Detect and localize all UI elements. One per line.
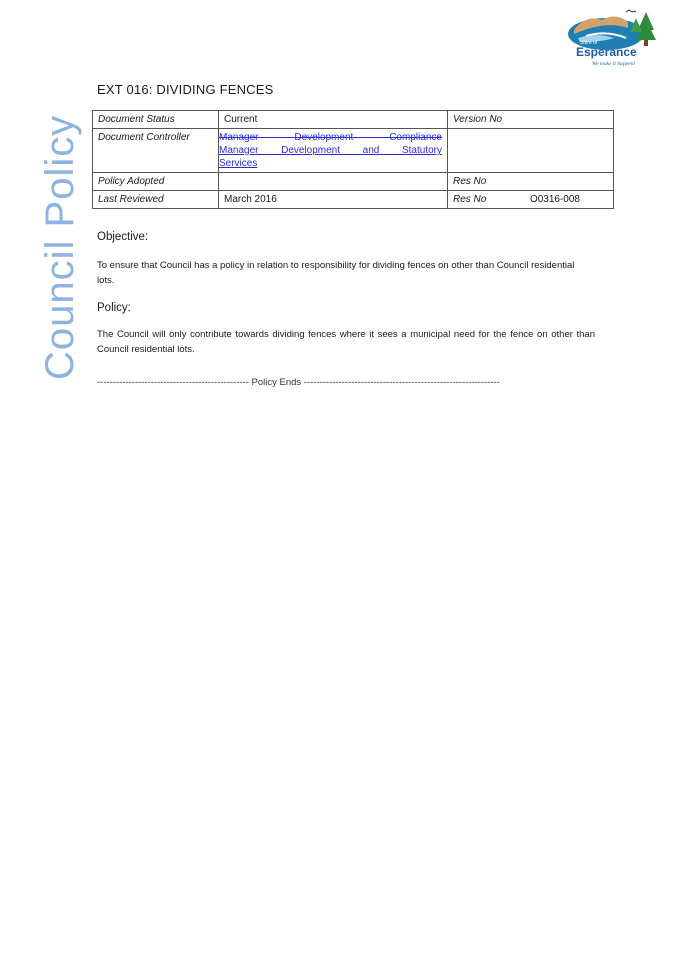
res-no-value: O0316-008	[529, 194, 580, 205]
objective-text: To ensure that Council has a policy in relation to responsibility for dividing fences on other than Council residential lots.	[97, 260, 575, 286]
end-dashes-left: ------------------------------------------------	[97, 377, 249, 388]
logo-tagline: We make it happen!	[592, 61, 636, 67]
res-no-label: Res No	[453, 194, 487, 205]
document-status-value: Current	[219, 111, 448, 129]
controller-old-text: Manager Development Compliance	[219, 132, 442, 143]
last-reviewed-value: March 2016	[219, 191, 448, 209]
res-no-cell	[448, 191, 614, 209]
last-reviewed-label: Last Reviewed	[93, 191, 219, 209]
policy-adopted-label: Policy Adopted	[93, 173, 219, 191]
table-row	[93, 111, 614, 129]
controller-new-line1[interactable]: Manager Development and Statutory	[219, 145, 442, 156]
res-no-label: Res No	[448, 173, 614, 191]
document-controller-value	[219, 129, 448, 173]
controller-new-line2[interactable]: Services	[219, 158, 258, 169]
document-metadata-table	[92, 110, 614, 209]
policy-heading: Policy:	[97, 302, 131, 314]
document-controller-label: Document Controller	[93, 129, 219, 173]
policy-text: The Council will only contribute towards dividing fences where it sees a municipal need for the fence on other than Council residential lots.	[97, 329, 595, 355]
controller-empty-cell	[448, 129, 614, 173]
version-no-label: Version No	[448, 111, 614, 129]
council-policy-banner: Council Policy	[38, 114, 82, 380]
logo-line1: Shire of	[580, 40, 598, 46]
table-row	[93, 129, 614, 173]
shire-of-esperance-logo	[566, 8, 662, 70]
document-title: EXT 016: DIVIDING FENCES	[97, 82, 274, 97]
policy-ends-label: Policy Ends	[251, 377, 302, 388]
end-dashes-right: --------------------------------------------------------------	[303, 377, 500, 388]
policy-ends-line	[97, 377, 577, 388]
table-row	[93, 173, 614, 191]
logo-line2: Esperance	[576, 45, 637, 59]
table-row	[93, 191, 614, 209]
document-status-label: Document Status	[93, 111, 219, 129]
objective-heading: Objective:	[97, 231, 149, 243]
logo-graphic	[566, 8, 662, 70]
policy-adopted-value	[219, 173, 448, 191]
